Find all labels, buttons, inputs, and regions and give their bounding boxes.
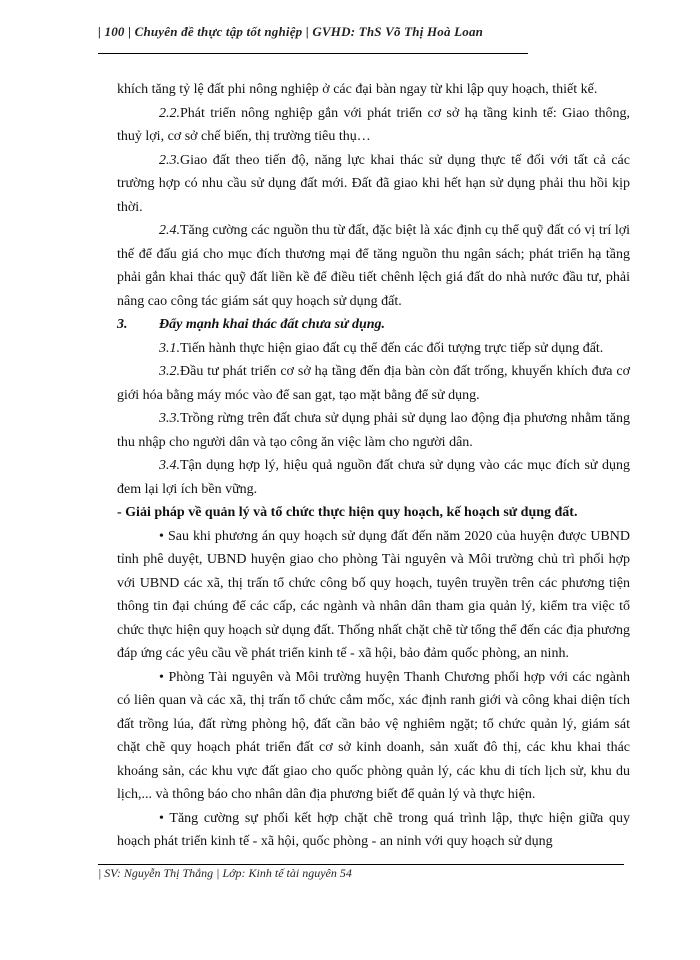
paragraph-text: Phát triển nông nghiệp gắn với phát triển cơ sở hạ tầng kinh tế: Giao thông, thuỷ lợi, cơ sở chế biến, thị trường tiêu thụ…	[117, 105, 630, 144]
document-body	[117, 78, 630, 854]
item-number: 2.4.	[159, 223, 180, 238]
paragraph-3-2	[117, 360, 630, 407]
paragraph-2-4	[117, 219, 630, 313]
subsection-heading: - Giải pháp về quản lý và tổ chức thực hiện quy hoạch, kế hoạch sử dụng đất.	[117, 505, 578, 520]
bullet-paragraph: • Phòng Tài nguyên và Môi trường huyện Thanh Chương phối hợp với các ngành có liên quan và các xã, thị trấn tổ chức cắm mốc, xác định ranh giới và công khai diện tích đất trồng lúa, đất rừng phòng hộ, đất cần bảo vệ nghiêm ngặt; tổ chức quản lý, giám sát chặt chẽ quy hoạch phát triển đất cơ sở kinh doanh, sản xuất đô thị, các khu khai thác khoáng sản, các khu vực đất giao cho quốc phòng quản lý, các khu di tích lịch sử, khu du lịch,... và thông báo cho nhân dân địa phương biết để quản lý và thực hiện.	[117, 669, 630, 802]
item-number: 3.1.	[159, 340, 180, 356]
paragraph-text: Đầu tư phát triển cơ sở hạ tầng đến địa bàn còn đất trống, khuyến khích đưa cơ giới hóa bằng máy móc vào để san gạt, tạo mặt bằng để sử dụng.	[117, 364, 630, 403]
item-number: 2.2.	[159, 105, 180, 121]
paragraph-2-3	[117, 149, 630, 220]
footer-text: | SV: Nguyễn Thị Thắng | Lớp: Kinh tế tài nguyên 54	[98, 866, 352, 880]
header-rule	[98, 53, 528, 54]
paragraph-continuation: khích tăng tỷ lệ đất phi nông nghiệp ở các đại bàn ngay từ khi lập quy hoạch, thiết kế.	[117, 82, 598, 97]
paragraph-text: Tăng cường các nguồn thu từ đất, đặc biệt là xác định cụ thể quỹ đất có vị trí lợi thế để đấu giá cho mục đích thương mại để tăng nguồn thu ngân sách; phát triển hạ tầng phải gắn khai thác quỹ đất liền kề để điều tiết chênh lệch giá đất do nhà nước đầu tư, phải nâng cao công tác giám sát quy hoạch sử dụng đất.	[117, 223, 630, 309]
paragraph-3-3	[117, 407, 630, 454]
bullet-paragraph: • Tăng cường sự phối kết hợp chặt chẽ trong quá trình lập, thực hiện giữa quy hoạch phát triển kinh tế - xã hội, quốc phòng - an ninh với quy hoạch sử dụng	[117, 810, 630, 849]
paragraph-2-2	[117, 102, 630, 149]
heading-text: Đẩy mạnh khai thác đất chưa sử dụng.	[159, 317, 386, 332]
page-header	[98, 20, 528, 54]
paragraph-3-1	[117, 337, 630, 361]
section-heading-3	[117, 313, 630, 337]
item-number: 2.3.	[159, 152, 180, 168]
paragraph-text: Tận dụng hợp lý, hiệu quả nguồn đất chưa sử dụng vào các mục đích sử dụng đem lại lợi ích bền vững.	[117, 458, 630, 497]
paragraph-text: Trồng rừng trên đất chưa sử dụng phải sử dụng lao động địa phương nhằm tăng thu nhập cho người dân và tạo công ăn việc làm cho người dân.	[117, 411, 630, 450]
bullet-paragraph: • Sau khi phương án quy hoạch sử dụng đất đến năm 2020 của huyện được UBND tỉnh phê duyệt, UBND huyện giao cho phòng Tài nguyên và Môi trường chủ trì phối hợp với UBND các xã, thị trấn tổ chức công bố quy hoạch, tuyên truyền trên các phương tiện thông tin đại chúng để các cấp, các ngành và nhân dân tham gia quản lý, kiểm tra việc tổ chức thực hiện quy hoạch sử dụng đất. Thống nhất chặt chẽ từ tổng thể đến các địa phương đáp ứng các yêu cầu về phát triển kinh tế - xã hội, bảo đảm quốc phòng, an ninh.	[117, 528, 630, 661]
paragraph-text: Tiến hành thực hiện giao đất cụ thể đến các đối tượng trực tiếp sử dụng đất.	[180, 340, 604, 356]
footer-rule	[98, 864, 624, 865]
heading-number: 3.	[117, 317, 128, 332]
paragraph-text: Giao đất theo tiến độ, năng lực khai thác sử dụng thực tế đối với tất cả các trường hợp có nhu cầu sử dụng đất mới. Đất đã giao khi hết hạn sử dụng phải thu hồi kịp thời.	[117, 152, 630, 215]
item-number: 3.3.	[159, 411, 180, 426]
header-text: | 100 | Chuyên đề thực tập tốt nghiệp | GVHD: ThS Võ Thị Hoà Loan	[98, 24, 484, 39]
page-footer	[98, 864, 628, 888]
paragraph-3-4	[117, 454, 630, 501]
item-number: 3.2.	[159, 364, 180, 379]
item-number: 3.4.	[159, 458, 180, 473]
